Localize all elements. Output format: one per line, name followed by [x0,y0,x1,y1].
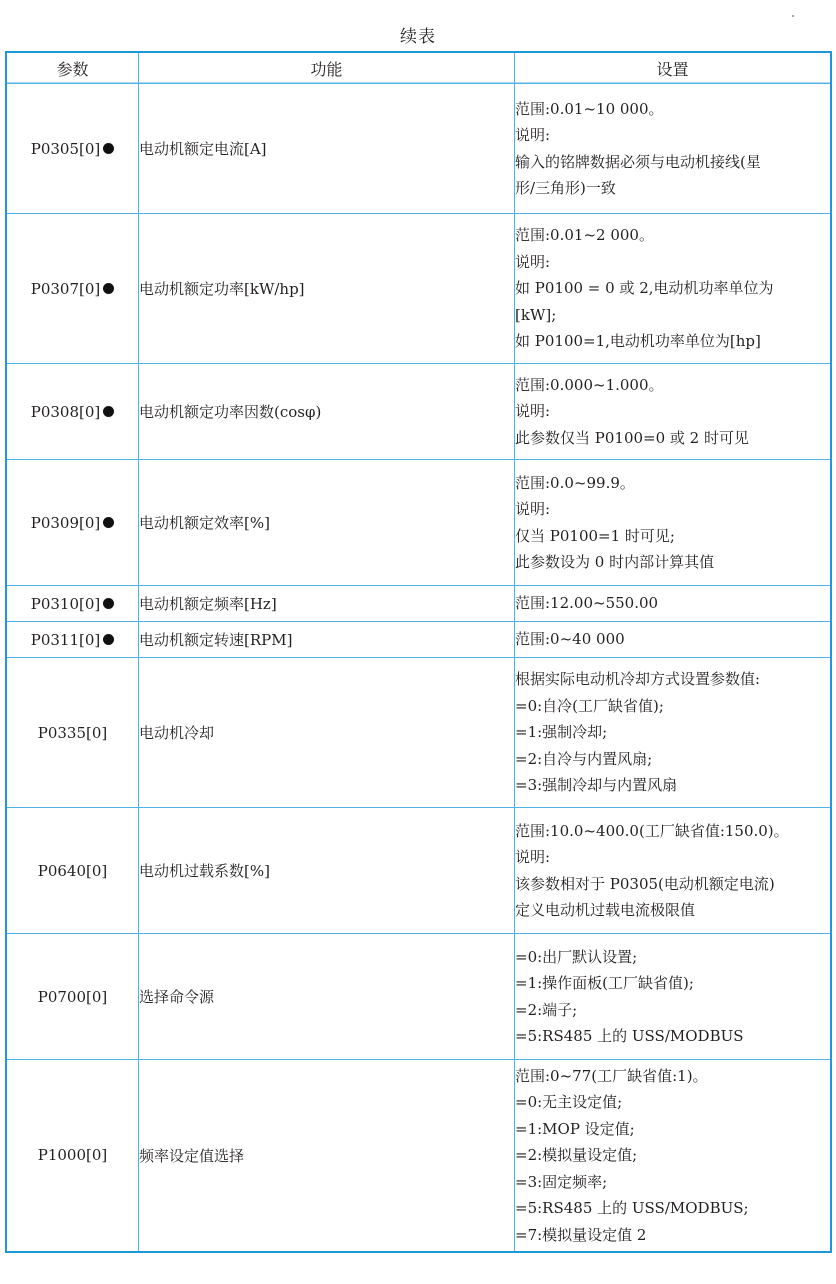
setting-line: =2:端子; [515,1000,578,1019]
table-caption: 续表 [400,27,436,47]
function-cell: 电动机额定电流[A] [139,84,515,214]
setting-line: 仅当 P0100=1 时可见; [515,526,675,545]
setting-line: 范围:0.01~10 000。 [515,99,664,118]
setting-line: =3:固定频率; [515,1172,608,1191]
param-code: P0311[0] [30,630,101,649]
setting-line: 范围:0~40 000 [515,630,625,649]
setting-line: =5:RS485 上的 USS/MODBUS [515,1027,744,1045]
function-cell: 电动机额定频率[Hz] [139,586,515,622]
setting-line: 输入的铭牌数据必须与电动机接线(星 [515,152,761,171]
setting-line: 说明: [515,500,551,518]
table-row [6,84,831,214]
function-cell: 电动机额定功率[kW/hp] [139,214,515,364]
param-cell [6,808,139,934]
param-code: P0640[0] [37,861,108,880]
setting-line: =0:自冷(工厂缺省值); [515,696,664,715]
required-dot-icon [103,598,114,609]
setting-line: 说明: [515,252,551,271]
param-code: P0307[0] [30,279,101,298]
param-code: P0310[0] [30,594,101,613]
setting-cell [515,658,832,808]
table-header-row [6,52,831,84]
setting-line: 形/三角形)一致 [515,179,616,197]
setting-cell [515,808,832,934]
setting-line: 说明: [515,848,551,866]
setting-line: 如 P0100=1,电动机功率单位为[hp] [515,332,761,351]
param-cell [6,586,139,622]
table-row [6,1060,831,1252]
setting-line: 范围:0.01~2 000。 [515,226,654,245]
required-dot-icon [103,406,114,417]
setting-line: 说明: [515,402,551,421]
param-code: P0305[0] [30,139,101,158]
scan-speck [792,15,794,17]
setting-cell [515,622,832,658]
table-row [6,214,831,364]
setting-cell [515,934,832,1060]
setting-line: 说明: [515,126,551,144]
setting-line: =1:MOP 设定值; [515,1119,635,1138]
function-cell: 电动机额定功率因数(cosφ) [139,364,515,460]
table-row [6,460,831,586]
setting-cell [515,84,832,214]
setting-line: 定义电动机过载电流极限值 [515,901,696,919]
param-code: P1000[0] [37,1146,108,1165]
table-body [6,84,831,1252]
setting-line: =3:强制冷却与内置风扇 [515,776,678,795]
function-cell: 频率设定值选择 [139,1060,515,1252]
setting-line: 范围:0.0~99.9。 [515,473,635,492]
setting-line: 根据实际电动机冷却方式设置参数值: [515,670,761,689]
setting-line: 范围:0.000~1.000。 [515,375,664,394]
param-code: P0309[0] [30,513,101,532]
function-cell: 电动机过载系数[%] [139,808,515,934]
param-cell [6,364,139,460]
parameter-table [5,51,832,1253]
function-cell: 电动机额定转速[RPM] [139,622,515,658]
required-dot-icon [103,143,114,154]
param-cell [6,460,139,586]
param-cell [6,934,139,1060]
param-cell [6,214,139,364]
param-cell [6,1060,139,1252]
table-row [6,808,831,934]
setting-line: 范围:0~77(工厂缺省值:1)。 [515,1066,708,1085]
header-param: 参数 [6,52,139,84]
setting-line: [kW]; [515,305,557,324]
param-code: P0335[0] [37,723,108,742]
setting-cell [515,586,832,622]
table-row [6,934,831,1060]
setting-line: =0:无主设定值; [515,1093,623,1111]
param-cell [6,622,139,658]
setting-cell [515,364,832,460]
param-code: P0308[0] [30,402,101,421]
setting-line: 该参数相对于 P0305(电动机额定电流) [515,874,775,893]
param-code: P0700[0] [37,987,108,1006]
param-cell [6,658,139,808]
function-cell: 电动机额定效率[%] [139,460,515,586]
setting-line: 范围:12.00~550.00 [515,594,659,613]
function-cell: 选择命令源 [139,934,515,1060]
setting-line: =1:操作面板(工厂缺省值); [515,974,694,992]
setting-line: 此参数设为 0 时内部计算其值 [515,553,715,571]
setting-line: =7:模拟量设定值 2 [515,1225,647,1244]
function-cell: 电动机冷却 [139,658,515,808]
setting-line: =2:自冷与内置风扇; [515,749,653,768]
setting-cell [515,1060,832,1252]
setting-cell [515,460,832,586]
table-row [6,364,831,460]
param-cell [6,84,139,214]
setting-cell [515,214,832,364]
setting-line: =0:出厂默认设置; [515,947,638,966]
table-row [6,586,831,622]
setting-line: 范围:10.0~400.0(工厂缺省值:150.0)。 [515,821,789,840]
setting-line: =5:RS485 上的 USS/MODBUS; [515,1199,749,1217]
required-dot-icon [103,283,114,294]
header-setting: 设置 [515,52,832,84]
setting-line: 此参数仅当 P0100=0 或 2 时可见 [515,428,749,447]
setting-line: =1:强制冷却; [515,723,608,742]
setting-line: 如 P0100 = 0 或 2,电动机功率单位为 [515,279,774,298]
required-dot-icon [103,517,114,528]
required-dot-icon [103,634,114,645]
header-function: 功能 [139,52,515,84]
table-row [6,658,831,808]
setting-line: =2:模拟量设定值; [515,1146,638,1164]
table-row [6,622,831,658]
